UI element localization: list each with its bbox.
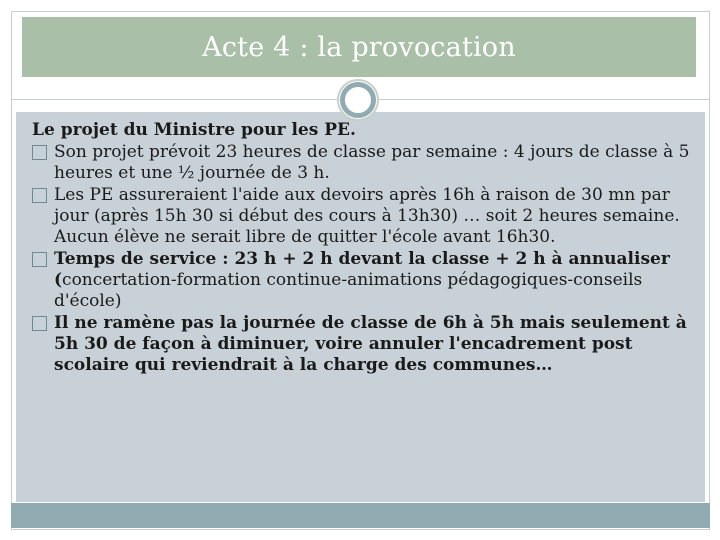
- slide-body: [32, 120, 692, 377]
- bullet-item-3: [32, 249, 692, 312]
- square-bullet-icon: [32, 145, 47, 160]
- square-bullet-icon: [32, 188, 47, 203]
- footer-bar: [11, 503, 710, 528]
- bullet-text-1: Son projet prévoit 23 heures de classe par semaine : 4 jours de classe à 5 heures et une ½ journée de 3 h.: [54, 142, 690, 183]
- bullet-text-3-bold: Temps de service : 23 h + 2 h devant la classe + 2 h à annualiser (: [54, 249, 670, 290]
- circle-ornament-inner: [340, 82, 376, 118]
- bullet-text-3: concertation-formation continue-animations pédagogiques-conseils d'école): [54, 270, 643, 311]
- square-bullet-icon: [32, 316, 47, 331]
- slide-heading: Le projet du Ministre pour les PE.: [32, 120, 356, 140]
- title-bar: [22, 17, 696, 77]
- square-bullet-icon: [32, 252, 47, 267]
- bullet-item-2: [32, 185, 692, 248]
- slide-title: Acte 4 : la provocation: [202, 31, 516, 63]
- bullet-text-4-bold: Il ne ramène pas la journée de classe de 6h à 5h mais seulement à 5h 30 de façon à diminuer, voire annuler l'encadrement post scolaire qui reviendrait à la charge des communes…: [54, 313, 687, 375]
- bullet-item-4: [32, 313, 692, 376]
- bullet-item-1: [32, 142, 692, 184]
- bullet-text-2: Les PE assureraient l'aide aux devoirs après 16h à raison de 30 mn par jour (après 15h 30 si début des cours à 13h30) … soit 2 heures semaine. Aucun élève ne serait libre de quitter l'école avant 16h30.: [54, 185, 680, 247]
